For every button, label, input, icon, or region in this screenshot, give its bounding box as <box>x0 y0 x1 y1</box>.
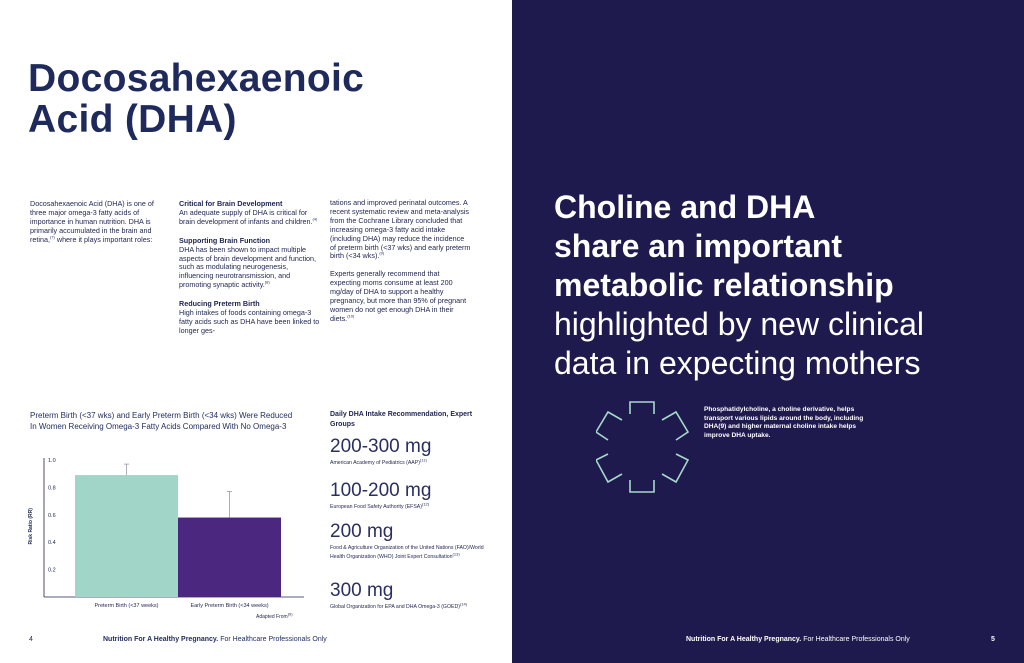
y-tick-label: 0.4 <box>48 540 56 547</box>
adapted-ref: (9) <box>287 611 293 617</box>
dose-org-text: American Academy of Pediatrics (AAP) <box>330 460 420 466</box>
dose-ref: (12) <box>421 501 430 507</box>
section-body: DHA has been shown to impact multiple aspects of brain development and function, such as modulating neurogenesis, influencing neurotransmission, and promoting synaptic activity. <box>179 244 317 290</box>
x-tick-label: Early Preterm Birth (<34 weeks) <box>190 603 269 609</box>
molecule-caption: Phosphatidylcholine, a choline derivative, helps transport various lipids around the body, including DHA(9) and higher maternal choline intake helps improve DHA uptake. <box>704 406 864 439</box>
footer-bold: Nutrition For A Healthy Pregnancy. <box>103 636 219 643</box>
dha-heading: Daily DHA Intake Recommendation, Expert Groups <box>330 411 473 428</box>
dose-org <box>330 459 500 468</box>
headline-light-line: data in expecting mothers <box>554 345 921 381</box>
page-number-right: 5 <box>991 636 995 643</box>
dose-org <box>330 603 500 612</box>
headline-bold-line: Choline and DHA <box>554 189 816 225</box>
bar <box>75 475 178 597</box>
risk-ratio-chart <box>22 452 322 627</box>
dose-item <box>330 437 500 468</box>
title-line-1: Docosahexaenoic <box>28 57 365 100</box>
adapted-note <box>256 611 293 620</box>
intro-column <box>30 200 172 254</box>
headline-bold-line: metabolic relationship <box>554 267 894 303</box>
section-brain-development <box>179 200 321 227</box>
evidence-column <box>330 199 472 333</box>
y-tick-label: 0.2 <box>48 567 56 574</box>
right-page <box>512 0 1024 663</box>
molecule-icon <box>596 398 692 494</box>
intro-paragraph <box>30 200 172 245</box>
dose-amount: 200-300 mg <box>330 436 432 457</box>
right-headline <box>554 188 994 383</box>
dose-item <box>330 522 500 562</box>
page-title <box>28 58 364 140</box>
section-body: An adequate supply of DHA is critical for brain development of infants and children. <box>179 207 313 226</box>
footer-text: For Healthcare Professionals Only <box>801 636 910 643</box>
cochrane-ref: (9) <box>379 251 385 257</box>
footer-text: For Healthcare Professionals Only <box>218 636 327 643</box>
recommend-paragraph <box>330 270 472 323</box>
footer-right <box>686 636 910 643</box>
adapted-text: Adapted From <box>256 614 288 620</box>
section-ref: (8) <box>264 279 270 285</box>
dose-ref: (11) <box>419 457 427 463</box>
dose-org-text: European Food Safety Authority (EFSA) <box>330 504 422 510</box>
roles-column <box>179 200 321 346</box>
y-axis-label: Risk Ratio (RR) <box>28 508 34 545</box>
title-line-2: Acid (DHA) <box>28 98 237 141</box>
intro-text: Docosahexaenoic Acid (DHA) is one of three major omega-3 fatty acids of importance in human nutrition. DHA is primarily accumulated in the brain and retina, <box>30 199 154 244</box>
bar <box>178 518 281 597</box>
section-preterm-birth <box>179 300 321 336</box>
dose-amount: 300 mg <box>330 580 394 601</box>
y-tick-label: 1.0 <box>48 458 56 464</box>
section-brain-function <box>179 237 321 290</box>
dose-ref: (14) <box>459 601 468 607</box>
chart-title: Preterm Birth (<37 wks) and Early Preterm Birth (<34 wks) Were Reduced In Women Receiving Omega-3 Fatty Acids Compared With No Omega-3 <box>30 411 293 431</box>
intro-ref: (7) <box>49 234 55 240</box>
section-heading: Reducing Preterm Birth <box>179 299 260 309</box>
cochrane-paragraph <box>330 199 472 261</box>
dose-item <box>330 481 500 512</box>
headline-light-line: highlighted by new clinical <box>554 306 924 342</box>
dose-ref: (13) <box>452 551 460 557</box>
section-ref: (4) <box>312 216 318 222</box>
recommend-text: Experts generally recommend that expecting moms consume at least 200 mg/day of DHA to support a healthy pregnancy, but more than 95% of pregnant women do not get enough DHA in their diets. <box>330 269 467 323</box>
page-number-left: 4 <box>29 636 33 643</box>
dose-org-text: Global Organization for EPA and DHA Omega-3 (GOED) <box>330 604 460 610</box>
dose-org <box>330 544 500 562</box>
section-heading: Critical for Brain Development <box>179 199 283 208</box>
footer-bold: Nutrition For A Healthy Pregnancy. <box>686 636 802 643</box>
cochrane-text: tations and improved perinatal outcomes. A recent systematic review and meta-analysis from the Cochrane Library concluded that increasing omega-3 fatty acid intake (including DHA) may reduce the incidence of preterm birth (<37 wks) and early preterm birth (<34 wks). <box>330 198 471 261</box>
dose-org <box>330 503 500 512</box>
dose-amount: 200 mg <box>330 521 394 542</box>
section-body: High intakes of foods containing omega-3 fatty acids such as DHA have been linked to longer ges- <box>179 308 320 335</box>
dose-item <box>330 581 500 612</box>
x-tick-label: Preterm Birth (<37 weeks) <box>94 603 159 609</box>
footer-left <box>103 636 327 643</box>
headline-bold-line: share an important <box>554 228 843 264</box>
section-heading: Supporting Brain Function <box>179 235 271 245</box>
intro-end: where it plays important roles: <box>54 234 153 244</box>
dose-org-text: Food & Agriculture Organization of the United Nations (FAO)/World Health Organization (WHO) Joint Expert Consultation <box>330 545 484 560</box>
y-tick-label: 0.6 <box>48 512 56 519</box>
y-tick-label: 0.8 <box>48 485 56 492</box>
recommend-ref: (10) <box>347 313 355 319</box>
dose-amount: 100-200 mg <box>330 480 432 501</box>
